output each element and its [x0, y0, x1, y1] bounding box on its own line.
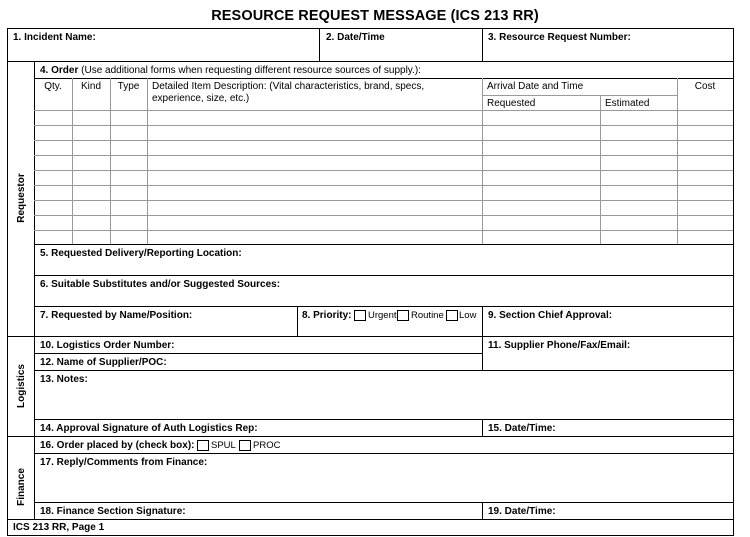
qty-column-header: Qty.: [44, 81, 62, 92]
order-row[interactable]: [34, 170, 733, 185]
logistics-section-label: Logistics: [16, 364, 27, 408]
finance-section-label: Finance: [16, 468, 27, 506]
priority-urgent-label: Urgent: [368, 310, 397, 321]
requested-by-label: 7. Requested by Name/Position:: [40, 310, 193, 321]
finance-signature-field[interactable]: [200, 505, 475, 517]
outer-bottom-border: [7, 535, 733, 536]
order-row[interactable]: [34, 125, 733, 140]
order-row[interactable]: [34, 140, 733, 155]
delivery-location-field[interactable]: [40, 260, 730, 274]
date-time-label: 2. Date/Time: [326, 32, 385, 43]
notes-field[interactable]: [40, 387, 730, 417]
delivery-location-label: 5. Requested Delivery/Reporting Location:: [40, 248, 242, 259]
priority-urgent-checkbox[interactable]: [354, 310, 366, 321]
order-label: 4. Order (Use additional forms when requesting different resource sources of supply.):: [40, 65, 421, 76]
date-time-15-field[interactable]: [570, 422, 728, 434]
resource-request-number-field[interactable]: [488, 45, 728, 59]
proc-label: PROC: [253, 440, 281, 451]
section-chief-approval-label: 9. Section Chief Approval:: [488, 310, 613, 321]
order-row[interactable]: [34, 200, 733, 215]
requested-by-field[interactable]: [40, 322, 290, 334]
outer-top-border: [7, 28, 733, 29]
resource-request-number-label: 3. Resource Request Number:: [488, 32, 631, 43]
finance-signature-label: 18. Finance Section Signature:: [40, 506, 186, 517]
order-row[interactable]: [34, 155, 733, 170]
type-column-header: Type: [117, 81, 140, 92]
priority-routine-checkbox[interactable]: [397, 310, 409, 321]
proc-checkbox[interactable]: [239, 440, 251, 451]
requested-column-header: Requested: [487, 98, 536, 109]
approval-signature-field[interactable]: [290, 422, 475, 434]
priority-low-checkbox[interactable]: [446, 310, 458, 321]
section-chief-approval-field[interactable]: [488, 322, 728, 334]
order-row[interactable]: [34, 215, 733, 230]
reply-comments-field[interactable]: [40, 470, 730, 500]
incident-name-field[interactable]: [13, 45, 313, 59]
kind-column-header: Kind: [80, 81, 101, 92]
substitutes-field[interactable]: [40, 291, 730, 305]
order-row[interactable]: [34, 185, 733, 200]
date-time-19-field[interactable]: [570, 505, 728, 517]
arrival-column-header: Arrival Date and Time: [487, 81, 584, 92]
supplier-name-field[interactable]: [180, 356, 475, 368]
description-column-header: Detailed Item Description: (Vital characteristics, brand, specs, experience, size, etc.): [152, 81, 425, 104]
priority-low-label: Low: [459, 310, 477, 321]
logistics-order-number-field[interactable]: [190, 340, 475, 352]
order-row[interactable]: [34, 230, 733, 244]
supplier-phone-field[interactable]: [488, 353, 728, 368]
cost-column-header: Cost: [694, 81, 716, 92]
date-time-19-label: 19. Date/Time:: [488, 506, 556, 517]
priority-routine-label: Routine: [411, 310, 444, 321]
incident-name-label: 1. Incident Name:: [13, 32, 96, 43]
date-time-field[interactable]: [326, 45, 476, 59]
outer-left-border: [7, 28, 8, 536]
requestor-section-label: Requestor: [16, 173, 27, 223]
spul-label: SPUL: [211, 440, 236, 451]
order-placed-by-label: 16. Order placed by (check box):: [40, 440, 195, 451]
notes-label: 13. Notes:: [40, 374, 88, 385]
substitutes-label: 6. Suitable Substitutes and/or Suggested Sources:: [40, 279, 281, 290]
logistics-order-number-label: 10. Logistics Order Number:: [40, 340, 175, 351]
supplier-phone-label: 11. Supplier Phone/Fax/Email:: [488, 340, 631, 351]
estimated-column-header: Estimated: [605, 98, 650, 109]
form-footer: ICS 213 RR, Page 1: [13, 522, 105, 533]
outer-right-border: [733, 28, 734, 536]
spul-checkbox[interactable]: [197, 440, 209, 451]
date-time-15-label: 15. Date/Time:: [488, 423, 556, 434]
supplier-name-label: 12. Name of Supplier/POC:: [40, 357, 167, 368]
reply-comments-label: 17. Reply/Comments from Finance:: [40, 457, 208, 468]
form-title: RESOURCE REQUEST MESSAGE (ICS 213 RR): [211, 8, 539, 24]
priority-label: 8. Priority:: [302, 310, 352, 321]
approval-signature-label: 14. Approval Signature of Auth Logistics Rep:: [40, 423, 258, 434]
order-row[interactable]: [34, 110, 733, 125]
